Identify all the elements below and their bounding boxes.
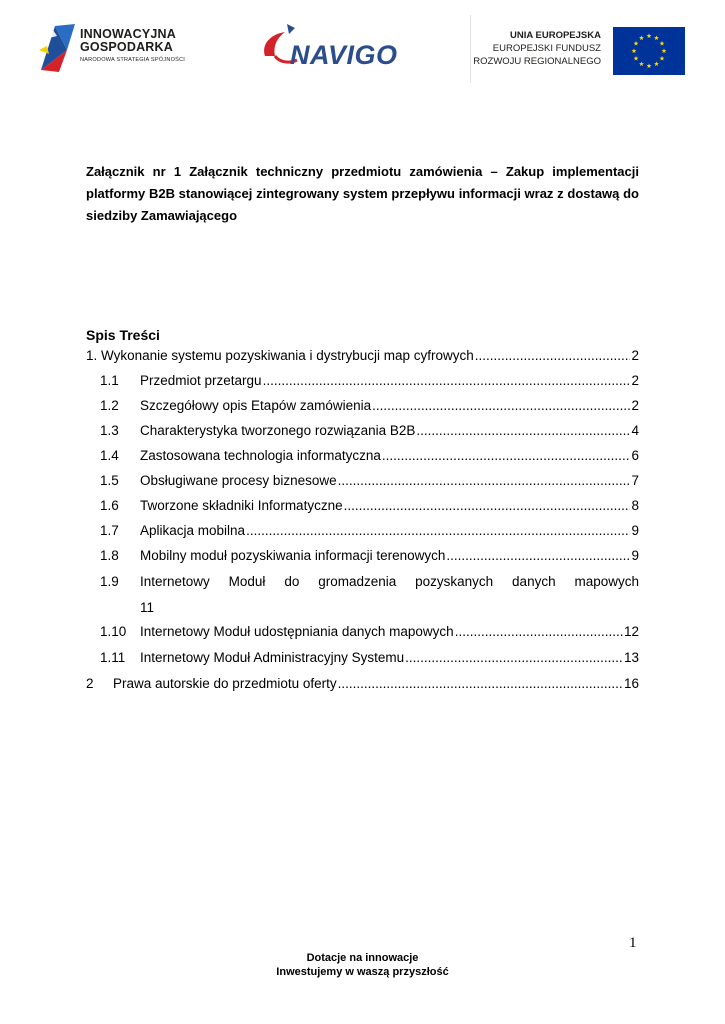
toc-entry-2[interactable] — [86, 671, 639, 697]
toc-entry-1[interactable] — [86, 343, 639, 369]
toc-entry-1-6[interactable] — [86, 493, 639, 519]
toc-entry-page: 7 — [631, 473, 639, 488]
toc-entry-number: 1.4 — [100, 448, 119, 463]
innowacyjna-gospodarka-emblem — [37, 20, 77, 74]
toc-entry-page: 9 — [631, 523, 639, 538]
logo-right-line1: UNIA EUROPEJSKA — [510, 30, 601, 41]
toc-entry-title: Mobilny moduł pozyskiwania informacji terenowych — [140, 548, 446, 563]
toc-entry-title: Charakterystyka tworzonego rozwiązania B2B — [140, 423, 416, 438]
toc-entry-1-5[interactable] — [86, 468, 639, 494]
unia-europejska-logo — [468, 15, 688, 83]
navigo-logo — [259, 22, 411, 72]
toc-dot-leader — [263, 368, 631, 394]
toc-entry-number: 1.11 — [100, 650, 126, 665]
toc-entry-1-11[interactable] — [86, 645, 639, 671]
toc-entry-1-3[interactable] — [86, 418, 639, 444]
toc-entry-page: 11 — [140, 600, 155, 615]
toc-dot-leader — [455, 619, 623, 645]
toc-entry-title: Szczegółowy opis Etapów zamówienia — [140, 398, 372, 413]
navigo-wordmark: NAVIGO — [290, 40, 398, 70]
logo-divider — [470, 15, 471, 83]
toc-entry-page: 16 — [623, 676, 639, 691]
toc-dot-leader — [338, 468, 631, 494]
toc-entry-number: 1.1 — [100, 373, 119, 388]
toc-entry-title: Aplikacja mobilna — [140, 523, 246, 538]
toc-dot-leader — [338, 671, 623, 697]
eu-star-icon — [654, 61, 659, 66]
toc-entry-page: 9 — [631, 548, 639, 563]
eu-star-icon — [647, 63, 652, 68]
toc-entry-page: 8 — [631, 498, 639, 513]
toc-entry-page: 6 — [631, 448, 639, 463]
logo-left-line2: GOSPODARKA — [80, 40, 173, 54]
toc-dot-leader — [246, 518, 630, 544]
toc-dot-leader — [446, 543, 630, 569]
toc-entry-number: 1.5 — [100, 473, 119, 488]
eu-star-icon — [647, 33, 652, 38]
toc-entry-page: 4 — [631, 423, 639, 438]
toc-dot-leader — [475, 343, 631, 369]
toc-entry-title: Obsługiwane procesy biznesowe — [140, 473, 337, 488]
eu-star-icon — [634, 56, 639, 61]
toc-dot-leader — [344, 493, 631, 519]
eu-star-icon — [660, 56, 665, 61]
logo-right-line3: ROZWOJU REGIONALNEGO — [473, 56, 601, 67]
toc-dot-leader — [416, 418, 630, 444]
eu-star-icon — [634, 41, 639, 46]
eu-star-icon — [632, 48, 637, 53]
eu-flag-icon — [613, 27, 685, 75]
innowacyjna-gospodarka-logo — [37, 20, 197, 74]
toc-entry-1-8[interactable] — [86, 543, 639, 569]
toc-entry-title: Internetowy Moduł Administracyjny Systemu — [140, 650, 405, 665]
toc-entry-1-2[interactable] — [86, 393, 639, 419]
toc-entry-title: Internetowy Moduł udostępniania danych mapowych — [140, 624, 454, 639]
toc-entry-number: 1.3 — [100, 423, 119, 438]
eu-star-icon — [660, 41, 665, 46]
toc-entry-page: 2 — [631, 373, 639, 388]
toc-entry-title: Internetowy Moduł do gromadzenia pozyskanych danych mapowych — [140, 574, 639, 589]
page-number: 1 — [629, 935, 637, 951]
toc-entry-title: Zastosowana technologia informatyczna — [140, 448, 381, 463]
toc-entry-number: 1.9 — [100, 574, 119, 589]
logo-left-line3: NARODOWA STRATEGIA SPÓJNOŚCI — [80, 57, 186, 63]
eu-star-icon — [654, 35, 659, 40]
eu-star-icon — [662, 48, 667, 53]
toc-dot-leader — [382, 443, 631, 469]
toc-entry-title: Tworzone składniki Informatyczne — [140, 498, 343, 513]
toc-entry-1-9[interactable] — [86, 569, 639, 621]
toc-entry-number: 1.8 — [100, 548, 119, 563]
logo-right-line2: EUROPEJSKI FUNDUSZ — [492, 43, 601, 54]
toc-entry-number: 1.7 — [100, 523, 119, 538]
toc-entry-number: 2 — [86, 676, 94, 691]
toc-entry-title: Prawa autorskie do przedmiotu oferty — [113, 676, 337, 691]
toc-heading: Spis Treści — [86, 327, 160, 343]
toc-entry-title: 1. Wykonanie systemu pozyskiwania i dystrybucji map cyfrowych — [86, 348, 474, 363]
toc-entry-number: 1.10 — [100, 624, 127, 639]
toc-entry-1-4[interactable] — [86, 443, 639, 469]
toc-entry-number: 1.2 — [100, 398, 119, 413]
toc-entry-page: 2 — [631, 348, 639, 363]
toc-dot-leader — [372, 393, 630, 419]
toc-entry-title: Przedmiot przetargu — [140, 373, 262, 388]
footer-line1: Dotacje na innowacje — [306, 952, 419, 964]
toc-entry-number: 1.6 — [100, 498, 119, 513]
toc-entry-1-7[interactable] — [86, 518, 639, 544]
toc-entry-page: 12 — [623, 624, 639, 639]
toc-entry-page: 13 — [623, 650, 639, 665]
eu-star-icon — [639, 35, 644, 40]
toc-entry-1-10[interactable] — [86, 619, 639, 645]
page-footer — [0, 951, 725, 979]
toc-entry-page: 2 — [631, 398, 639, 413]
eu-star-icon — [639, 61, 644, 66]
eu-stars-icon — [613, 27, 685, 75]
footer-line2: Inwestujemy w waszą przyszłość — [276, 966, 449, 978]
toc-entry-1-1[interactable] — [86, 368, 639, 394]
document-title: Załącznik nr 1 Załącznik techniczny przedmiotu zamówienia – Zakup implementacji platformy B2B stanowiącej zintegrowany system przepływu informacji wraz z dostawą do siedziby Zamawiającego — [86, 164, 639, 223]
toc-dot-leader — [405, 645, 623, 671]
logo-left-line1: INNOWACYJNA — [80, 27, 176, 41]
